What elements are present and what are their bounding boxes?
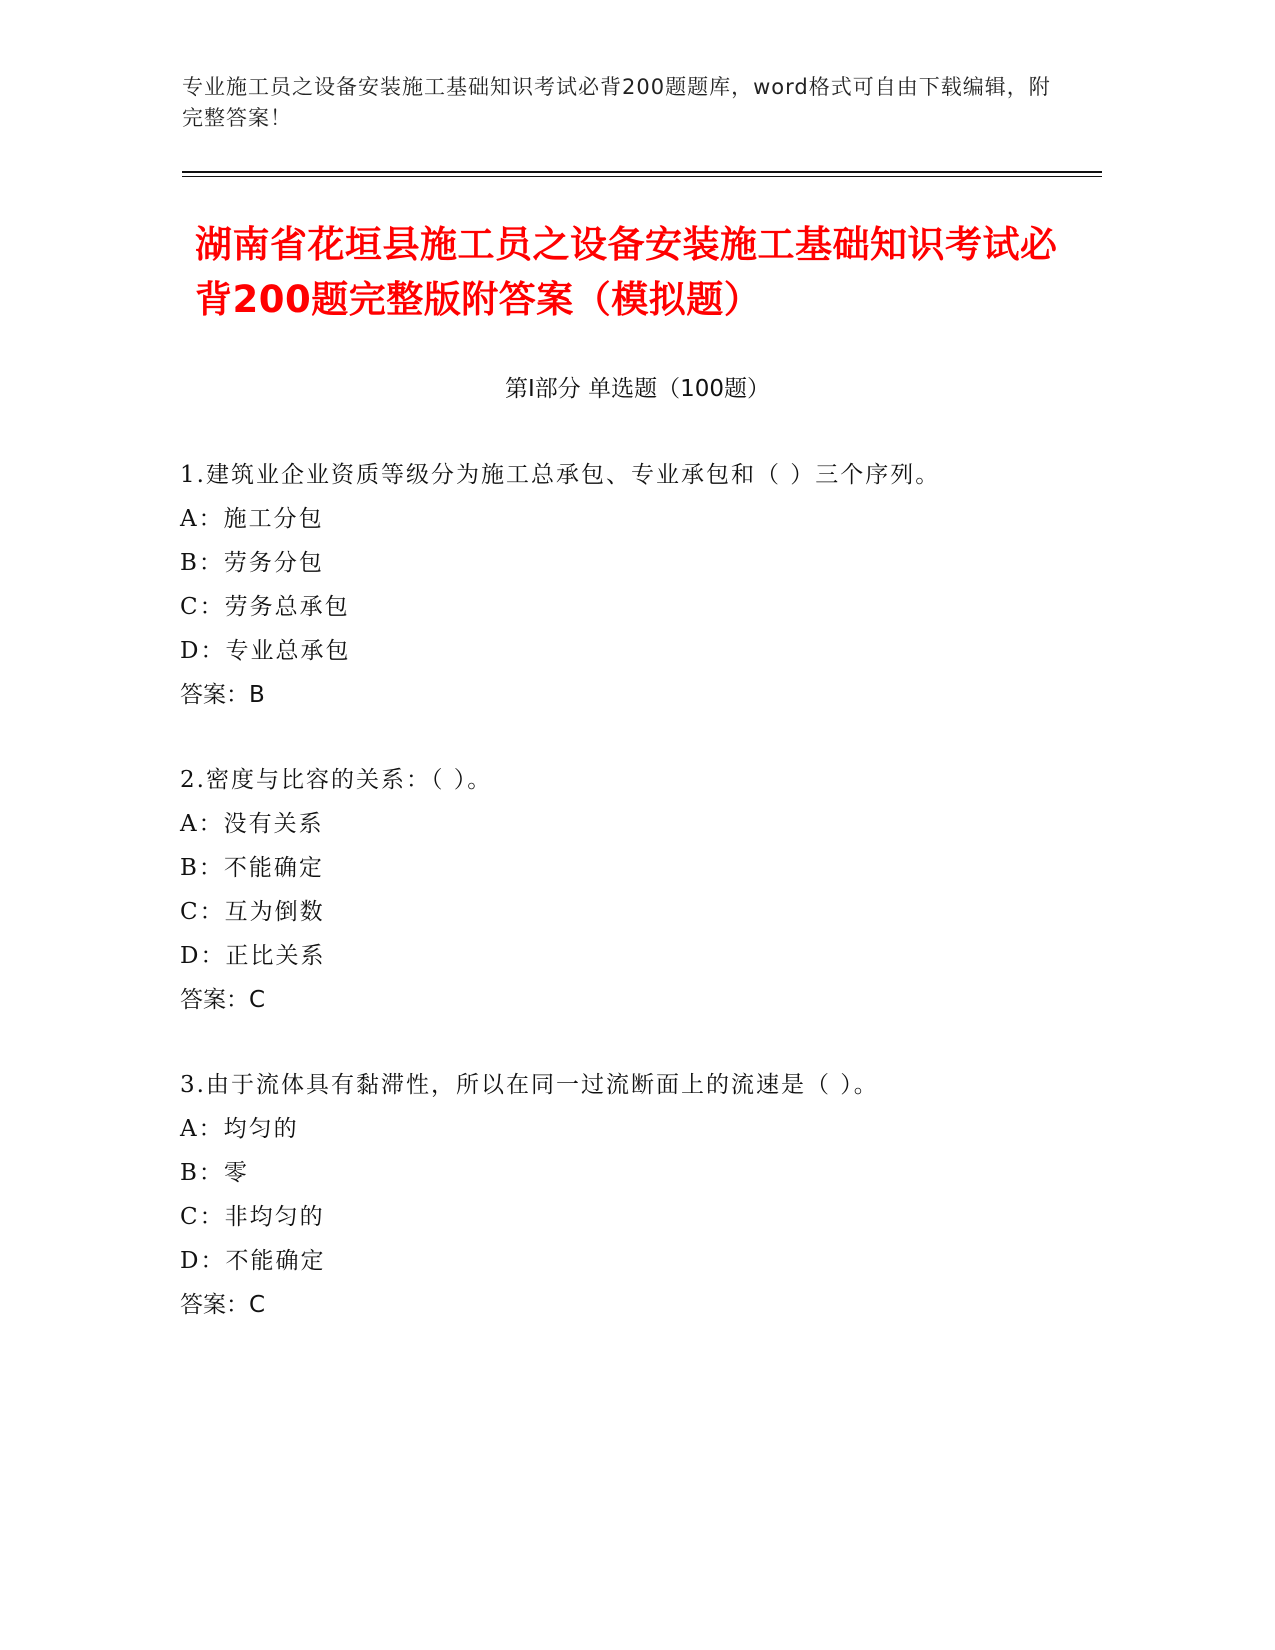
option-b: B：零 [180,1160,249,1186]
answer-line: 答案：C [180,987,266,1013]
option-d: D：专业总承包 [180,638,351,664]
question-block [180,453,1080,717]
answer-line: 答案：C [180,1292,266,1318]
option-a: A：没有关系 [180,811,324,837]
option-c: C：劳务总承包 [180,594,350,620]
question-block [180,758,1080,1022]
option-c: C：非均匀的 [180,1204,325,1230]
question-block [180,1063,1080,1327]
question-stem: 1.建筑业企业资质等级分为施工总承包、专业承包和（ ）三个序列。 [180,462,941,488]
header-rule-thick [182,171,1102,173]
section-heading: 第Ⅰ部分 单选题（100题） [505,376,770,402]
option-c: C：互为倒数 [180,899,325,925]
question-stem: 2.密度与比容的关系：（ ）。 [180,767,493,793]
option-a: A：均匀的 [180,1116,299,1142]
question-stem: 3.由于流体具有黏滞性，所以在同一过流断面上的流速是（ ）。 [180,1072,879,1098]
option-a: A：施工分包 [180,506,324,532]
document-title: 湖南省花垣县施工员之设备安装施工基础知识考试必背200题完整版附答案（模拟题） [195,223,1058,321]
option-b: B：劳务分包 [180,550,324,576]
option-d: D：不能确定 [180,1248,326,1274]
header-note: 专业施工员之设备安装施工基础知识考试必背200题题库，word格式可自由下载编辑，附完整答案！ [182,75,1051,130]
option-b: B：不能确定 [180,855,324,881]
header-rule-thin [182,176,1102,177]
option-d: D：正比关系 [180,943,326,969]
answer-line: 答案：B [180,682,265,708]
